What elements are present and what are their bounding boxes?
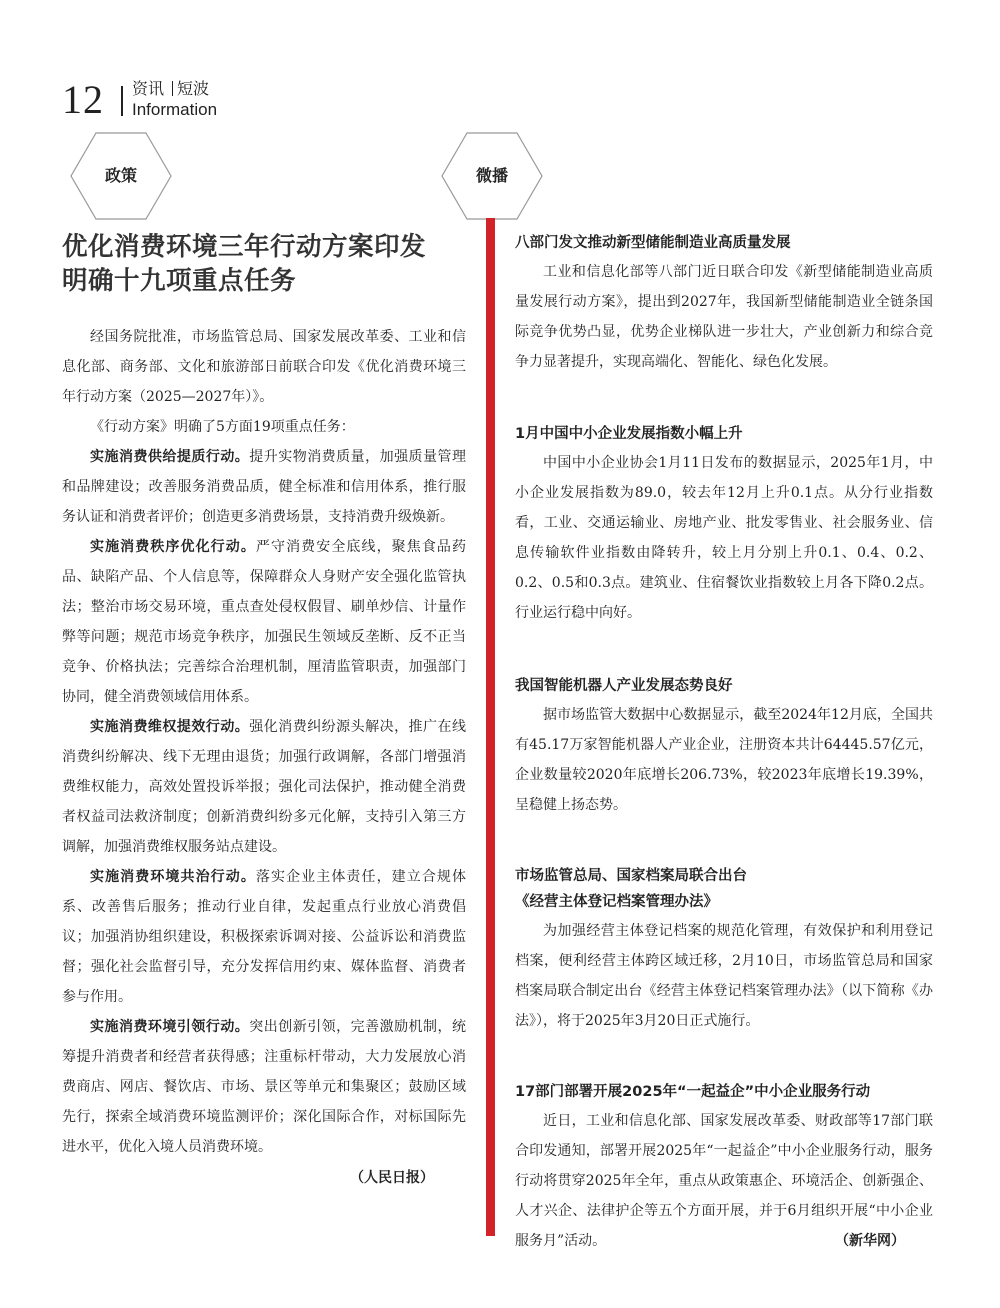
news-item	[515, 421, 933, 628]
article-section	[62, 532, 466, 712]
section-body: 突出创新引领，完善激励机制，统筹提升消费者和经营者获得感；注重标杆带动，大力发展放心消费商店、网店、餐饮店、市场、景区等单元和集聚区；鼓励区域先行，探索全域消费环境监测评价；深化国际合作，对标国际先进水平，优化入境人员消费环境。	[62, 1019, 467, 1155]
section-separator	[172, 81, 173, 96]
article-title-line1: 优化消费环境三年行动方案印发	[62, 232, 427, 262]
news-item-title	[515, 863, 933, 915]
news-item	[515, 673, 933, 820]
news-item-title: 八部门发文推动新型储能制造业高质量发展	[515, 235, 791, 251]
news-item-body: 为加强经营主体登记档案的规范化管理，有效保护和利用登记档案，便利经营主体跨区域迁移，2月10日，市场监管总局和国家档案局联合制定出台《经营主体登记档案管理办法》（以下简称《办法》），将于2025年3月20日正式施行。	[515, 923, 933, 1029]
news-item	[515, 863, 933, 1036]
news-item-title: 17部门部署开展2025年“一起益企”中小企业服务行动	[515, 1084, 871, 1100]
tag-broadcast-label: 微播	[475, 166, 508, 185]
section-body: 强化消费纠纷源头解决，推广在线消费纠纷解决、线下无理由退货；加强行政调解，各部门增强消费维权能力，高效处置投诉举报；强化司法保护，推动健全消费者权益司法救济制度；创新消费纠纷多元化解，支持引入第三方调解，加强消费维权服务站点建设。	[62, 719, 467, 855]
tag-broadcast	[441, 132, 543, 220]
section-label-news: 资讯	[132, 79, 165, 98]
section-heading: 实施消费环境共治行动。	[90, 869, 256, 885]
news-item	[515, 230, 933, 377]
tag-policy-label: 政策	[104, 166, 137, 185]
article-title	[62, 230, 466, 298]
news-item-body-text: 近日，工业和信息化部、国家发展改革委、财政部等17部门联合印发通知，部署开展2025年“一起益企”中小企业服务行动，服务行动将贯穿2025年全年，重点从政策惠企、环境活企、创新强企、人才兴企、法律护企等五个方面开展，并于6月组织开展“中小企业服务月”活动。	[515, 1113, 933, 1249]
tag-policy	[70, 132, 172, 220]
news-source: （新华网）	[835, 1233, 905, 1249]
news-item-body	[515, 1106, 933, 1256]
article-section	[62, 1012, 466, 1162]
article-intro: 经国务院批准，市场监管总局、国家发展改革委、工业和信息化部、商务部、文化和旅游部日前联合印发《优化消费环境三年行动方案（2025—2027年）》。	[62, 329, 466, 405]
section-label-cn	[132, 79, 209, 99]
news-item-body: 工业和信息化部等八部门近日联合印发《新型储能制造业高质量发展行动方案》，提出到2027年，我国新型储能制造业全链条国际竞争优势凸显，优势企业梯队进一步壮大，产业创新力和综合竞争力显著提升，实现高端化、智能化、绿色化发展。	[515, 264, 933, 370]
article-section	[62, 442, 466, 532]
section-label-en: Information	[132, 100, 218, 119]
section-body: 落实企业主体责任，建立合规体系、改善售后服务；推动行业自律，发起重点行业放心消费倡议；加强消协组织建设，积极探索诉调对接、公益诉讼和消费监督；强化社会监督引导，充分发挥信用约束、媒体监督、消费者参与作用。	[62, 869, 467, 1005]
header-divider	[121, 86, 123, 116]
news-item-title-line1: 市场监管总局、国家档案局联合出台	[515, 868, 747, 884]
section-heading: 实施消费供给提质行动。	[90, 449, 250, 465]
section-body: 提升实物消费质量，加强质量管理和品牌建设；改善服务消费品质，健全标准和信用体系，推行服务认证和消费者评价；创造更多消费场景，支持消费升级焕新。	[62, 449, 467, 525]
article-lead: 《行动方案》明确了5方面19项重点任务：	[90, 419, 355, 435]
section-heading: 实施消费环境引领行动。	[90, 1019, 250, 1035]
article-section	[62, 712, 466, 862]
column-divider-red	[486, 218, 495, 1236]
news-item-body: 据市场监管大数据中心数据显示，截至2024年12月底，全国共有45.17万家智能机器人产业企业，注册资本共计64445.57亿元，企业数量较2020年底增长206.73%，较2023年底增长19.39%，呈稳健上扬态势。	[515, 707, 933, 813]
news-item-title: 1月中国中小企业发展指数小幅上升	[515, 426, 743, 442]
news-item	[515, 1079, 933, 1256]
section-body: 严守消费安全底线，聚焦食品药品、缺陷产品、个人信息等，保障群众人身财产安全强化监管执法；整治市场交易环境，重点查处侵权假冒、刷单炒信、计量作弊等问题；规范市场竞争秩序，加强民生领域反垄断、反不正当竞争、价格执法；完善综合治理机制，厘清监管职责，加强部门协同，健全消费领域信用体系。	[62, 539, 467, 705]
news-briefs	[515, 230, 933, 1256]
news-item-title: 我国智能机器人产业发展态势良好	[515, 678, 733, 694]
page-number: 12	[62, 77, 104, 122]
article-title-line2: 明确十九项重点任务	[62, 266, 297, 296]
section-heading: 实施消费维权提效行动。	[90, 719, 250, 735]
news-item-body: 中国中小企业协会1月11日发布的数据显示，2025年1月，中小企业发展指数为89.0，较去年12月上升0.1点。从分行业指数看，工业、交通运输业、房地产业、批发零售业、社会服务业、信息传输软件业指数由降转升，较上月分别上升0.1、0.4、0.2、0.2、0.5和0.3点。建筑业、住宿餐饮业指数较上月各下降0.2点。行业运行稳中向好。	[515, 455, 933, 621]
section-label-briefs: 短波	[177, 79, 210, 98]
article-source: （人民日报）	[350, 1170, 434, 1186]
article-section	[62, 862, 466, 1012]
news-item-title-line2: 《经营主体登记档案管理办法》	[515, 894, 718, 910]
section-heading: 实施消费秩序优化行动。	[90, 539, 256, 555]
main-article	[62, 230, 466, 1193]
